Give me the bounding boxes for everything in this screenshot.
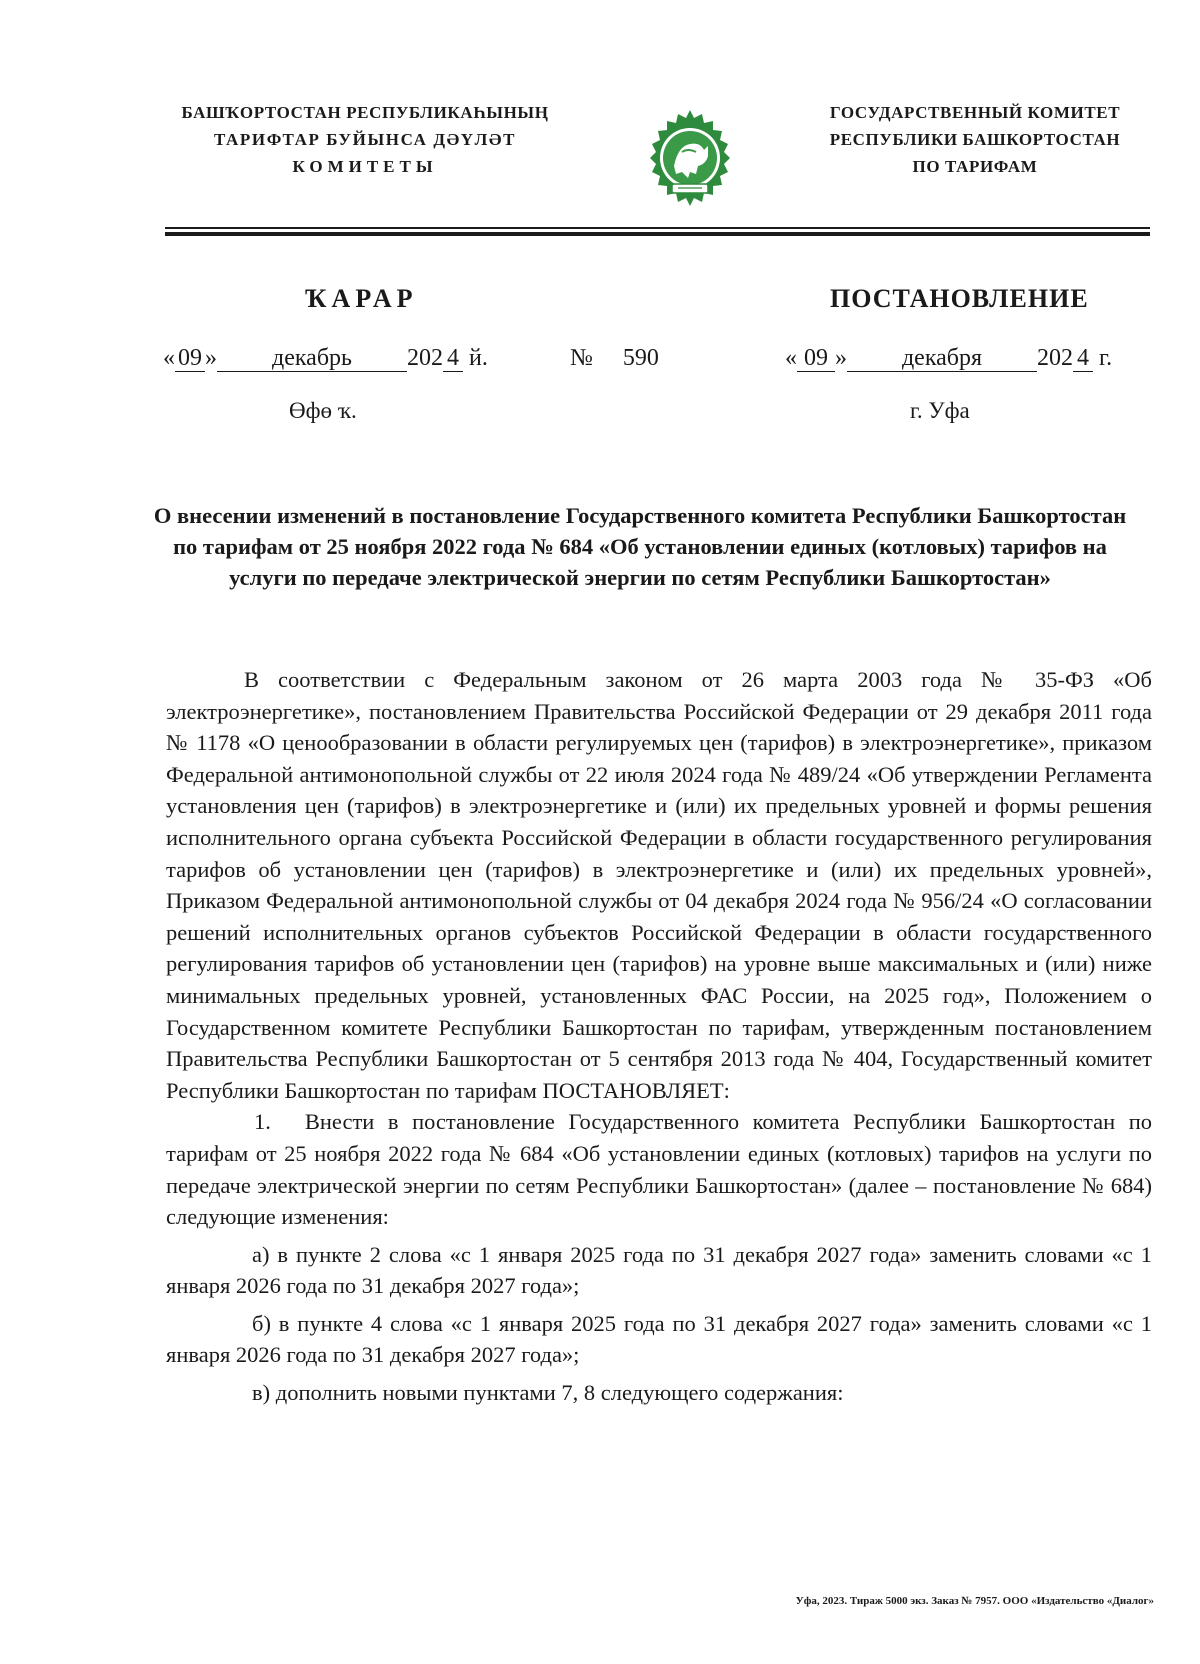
date-day: 09 bbox=[175, 345, 205, 372]
item-1-paragraph bbox=[166, 1106, 1152, 1232]
date-month: декабрь bbox=[217, 345, 407, 372]
preamble-paragraph: В соответствии с Федеральным законом от 26 марта 2003 года № 35-ФЗ «Об электроэнергетике», постановлением Правительства Российской Федерации от 29 декабря 2011 года № 1178 «О ценообразовании в области регулируемых цен (тарифов) в электроэнергетике», приказом Федеральной антимонопольной службы от 22 июля 2024 года № 489/24 «Об утверждении Регламента установления цен (тарифов) в электроэнергетике и (или) их предельных уровней и формы решения исполнительного органа субъекта Российской Федерации в области государственного регулирования тарифов об установлении цен (тарифов) в электроэнергетике и (или) их предельных уровней», Приказом Федеральной антимонопольной службы от 04 декабря 2024 года № 956/24 «О согласовании решений исполнительных органов субъектов Российской Федерации в области государственного регулирования тарифов об установлении цен (тарифов) на уровне выше максимальных и (или) ниже минимальных предельных уровней, установленных ФАС России, на 2025 год», Положением о Государственном комитете Республики Башкортостан по тарифам, утвержденным постановлением Правительства Республики Башкортостан от 5 сентября 2013 года № 404, Государственный комитет Республики Башкортостан по тарифам ПОСТАНОВЛЯЕТ: bbox=[166, 667, 1152, 1103]
header-left-line-2: ТАРИФТАР БУЙЫНСА ДӘҮЛӘТ bbox=[213, 130, 517, 149]
header-left-bashkir bbox=[155, 99, 575, 180]
doc-kind-bashkir: ҠАРАР bbox=[305, 284, 418, 313]
doc-kind-russian: ПОСТАНОВЛЕНИЕ bbox=[830, 284, 1089, 313]
item-1-number: 1. bbox=[254, 1109, 271, 1135]
date-year-suffix: г. bbox=[1099, 345, 1113, 371]
document-number bbox=[570, 345, 659, 372]
header-right-russian bbox=[775, 99, 1175, 180]
date-year-digit: 4 bbox=[443, 345, 463, 372]
date-line-bashkir bbox=[163, 345, 488, 372]
date-open-quote: « bbox=[785, 345, 797, 371]
date-year-prefix: 202 bbox=[1037, 345, 1073, 371]
header-right-line-2: РЕСПУБЛИКИ БАШКОРТОСТАН bbox=[829, 130, 1121, 149]
city-bashkir: Өфө ҡ. bbox=[289, 398, 357, 423]
date-open-quote: « bbox=[163, 345, 175, 371]
number-label: № bbox=[570, 345, 593, 371]
city-russian: г. Уфа bbox=[910, 398, 970, 423]
header-right-line-1: ГОСУДАРСТВЕННЫЙ КОМИТЕТ bbox=[829, 103, 1121, 122]
subitem-c-paragraph: в) дополнить новыми пунктами 7, 8 следующего содержания: bbox=[252, 1380, 844, 1406]
date-day: 09 bbox=[797, 345, 835, 372]
document-title: О внесении изменений в постановление Государственного комитета Республики Башкортостан по тарифам от 25 ноября 2022 года № 684 «Об установлении единых (котловых) тарифов на услуги по передаче электрической энергии по сетям Республики Башкортостан» bbox=[153, 503, 1127, 590]
subitem-b-paragraph: б) в пункте 4 слова «с 1 января 2025 года по 31 декабря 2027 года» заменить словами «с 1 января 2026 года по 31 декабря 2027 года»; bbox=[166, 1310, 1152, 1368]
bashkortostan-emblem-icon bbox=[638, 106, 742, 214]
date-year-digit: 4 bbox=[1073, 345, 1093, 372]
number-value: 590 bbox=[622, 345, 659, 371]
header-left-line-3: КОМИТЕТЫ bbox=[292, 157, 438, 176]
subitem-a-paragraph: а) в пункте 2 слова «с 1 января 2025 года по 31 декабря 2027 года» заменить словами «с 1 января 2026 года по 31 декабря 2027 года»; bbox=[166, 1241, 1152, 1299]
date-year-suffix: й. bbox=[469, 345, 488, 371]
date-month: декабря bbox=[847, 345, 1037, 372]
header-rule-thin bbox=[165, 227, 1150, 229]
date-close-quote: » bbox=[205, 345, 217, 371]
header-left-line-1: БАШҠОРТОСТАН РЕСПУБЛИКАҺЫНЫҢ bbox=[181, 103, 549, 122]
header-right-line-3: ПО ТАРИФАМ bbox=[912, 157, 1038, 176]
date-year-prefix: 202 bbox=[407, 345, 443, 371]
item-1-text: Внести в постановление Государственного комитета Республики Башкортостан по тарифам от 25 ноября 2022 года № 684 «Об установлении единых (котловых) тарифов на услуги по передаче электрической энергии по сетям Республики Башкортостан» (далее – постановление № 684) следующие изменения: bbox=[166, 1109, 1152, 1230]
date-close-quote: » bbox=[835, 345, 847, 371]
header-rule-thick bbox=[165, 232, 1150, 236]
print-imprint: Уфа, 2023. Тираж 5000 экз. Заказ № 7957. ООО «Издательство «Диалог» bbox=[795, 1595, 1154, 1607]
document-body bbox=[166, 664, 1152, 1409]
date-line-russian bbox=[785, 345, 1112, 372]
